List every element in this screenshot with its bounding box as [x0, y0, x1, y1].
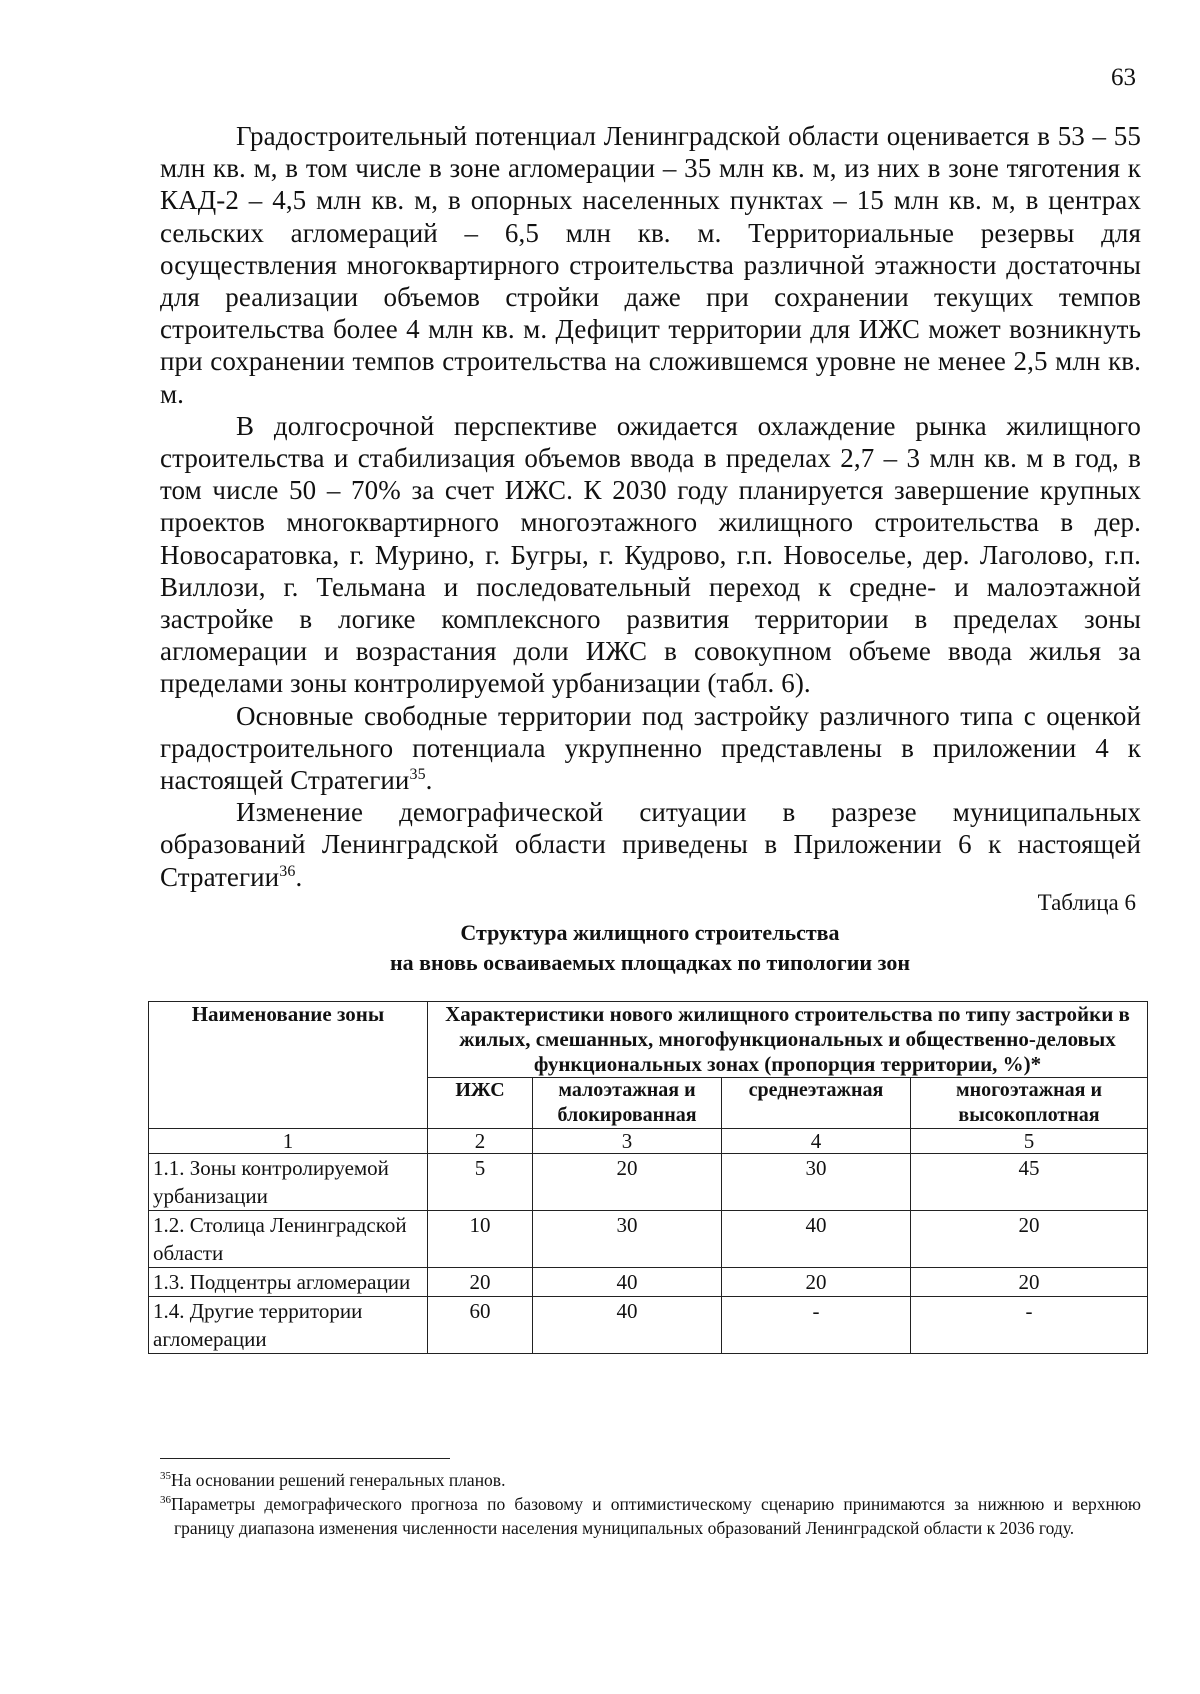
zone-name: 1.4. Другие территории агломерации: [149, 1297, 428, 1354]
value-izhs: 20: [428, 1268, 533, 1297]
value-mid-rise: -: [722, 1297, 911, 1354]
paragraph-4-text: Изменение демографической ситуации в разрезе муниципальных образований Ленинградской области приведены в Приложении 6 к настоящей Стратегии: [160, 797, 1141, 892]
table-row: [149, 1154, 1148, 1211]
column-number: 2: [428, 1129, 533, 1154]
footnote-divider: [160, 1458, 450, 1459]
footnote-number: 36: [160, 1494, 171, 1507]
value-mid-rise: 20: [722, 1268, 911, 1297]
value-izhs: 10: [428, 1211, 533, 1268]
paragraph-3-text: Основные свободные территории под застройку различного типа с оценкой градостроительного потенциала укрупненно представлены в приложении 4 к настоящей Стратегии: [160, 700, 1141, 796]
value-mid-rise: 40: [722, 1211, 911, 1268]
body-text: [160, 120, 1141, 893]
header-high-rise: многоэтажная и высокоплотная: [911, 1078, 1148, 1129]
value-izhs: 5: [428, 1154, 533, 1211]
paragraph-1: [160, 120, 1141, 410]
table-row: [149, 1297, 1148, 1354]
header-zone-name: Наименование зоны: [149, 1002, 428, 1129]
table-row: [149, 1268, 1148, 1297]
value-high-rise: 45: [911, 1154, 1148, 1211]
page-number: 63: [1111, 64, 1136, 91]
table-row: [149, 1211, 1148, 1268]
footnote-36: [160, 1492, 1141, 1540]
value-low-rise: 30: [533, 1211, 722, 1268]
paragraph-3: [160, 700, 1141, 797]
header-izhs: ИЖС: [428, 1078, 533, 1129]
footnote-35: [160, 1468, 1141, 1492]
table-title: [150, 918, 1150, 978]
footnote-number: 35: [160, 1470, 171, 1483]
table-label: Таблица 6: [1037, 890, 1136, 915]
table-title-line-2: на вновь осваиваемых площадках по типологии зон: [389, 950, 910, 975]
paragraph-1-text: Градостроительный потенциал Ленинградской области оценивается в 53 – 55 млн кв. м, в том числе в зоне агломерации – 35 млн кв. м, из них в зоне тяготения к КАД-2 – 4,5 млн кв. м, в опорных населенных пунктах – 15 млн кв. м, в центрах сельских агломераций – 6,5 млн кв. м. Территориальные резервы для осуществления многоквартирного строительства различной этажности достаточны для реализации объемов стройки даже при сохранении текущих темпов строительства более 4 млн кв. м. Дефицит территории для ИЖС может возникнуть при сохранении темпов строительства на сложившемся уровне не менее 2,5 млн кв. м.: [160, 121, 1141, 409]
value-low-rise: 40: [533, 1268, 722, 1297]
value-mid-rise: 30: [722, 1154, 911, 1211]
footnote-text: На основании решений генеральных планов.: [171, 1470, 506, 1490]
value-izhs: 60: [428, 1297, 533, 1354]
column-number: 3: [533, 1129, 722, 1154]
column-number: 1: [149, 1129, 428, 1154]
paragraph-3-tail: .: [425, 765, 433, 796]
column-number: 5: [911, 1129, 1148, 1154]
header-mid-rise: среднеэтажная: [722, 1078, 911, 1129]
footnote-ref-36: 36: [279, 862, 296, 880]
value-low-rise: 40: [533, 1297, 722, 1354]
housing-structure-table: [148, 1001, 1148, 1354]
column-number: 4: [722, 1129, 911, 1154]
footnotes: [160, 1468, 1141, 1540]
footnote-ref-35: 35: [409, 766, 426, 784]
zone-name: 1.3. Подцентры агломерации: [149, 1268, 428, 1297]
paragraph-2-text: В долгосрочной перспективе ожидается охлаждение рынка жилищного строительства и стабилизация объемов ввода в пределах 2,7 – 3 млн кв. м в год, в том числе 50 – 70% за счет ИЖС. К 2030 году планируется завершение крупных проектов многоквартирного многоэтажного жилищного строительства в дер. Новосаратовка, г. Мурино, г. Бугры, г. Кудрово, г.п. Новоселье, дер. Лаголово, г.п. Виллози, г. Тельмана и последовательный переход к средне- и малоэтажной застройке в логике комплексного развития территории в пределах зоны агломерации и возрастания доли ИЖС в совокупном объеме ввода жилья за пределами зоны контролируемой урбанизации (табл. 6).: [160, 410, 1141, 699]
value-high-rise: 20: [911, 1211, 1148, 1268]
table-title-line-1: Структура жилищного строительства: [460, 920, 840, 945]
paragraph-2: [160, 410, 1141, 700]
value-high-rise: 20: [911, 1268, 1148, 1297]
value-low-rise: 20: [533, 1154, 722, 1211]
header-characteristics: Характеристики нового жилищного строительства по типу застройки в жилых, смешанных, многофункциональных и общественно-деловых функциональных зонах (пропорция территории, %)*: [428, 1002, 1148, 1078]
zone-name: 1.2. Столица Ленинградской области: [149, 1211, 428, 1268]
footnote-text: Параметры демографического прогноза по базовому и оптимистическому сценарию принимаются за нижнюю и верхнюю границу диапазона изменения численности населения муниципальных образований Ленинградской области к 2036 году.: [171, 1494, 1141, 1538]
column-number-row: [149, 1129, 1148, 1154]
zone-name: 1.1. Зоны контролируемой урбанизации: [149, 1154, 428, 1211]
paragraph-4-tail: .: [295, 861, 303, 892]
paragraph-4: [160, 796, 1141, 893]
value-high-rise: -: [911, 1297, 1148, 1354]
header-low-rise: малоэтажная и блокированная: [533, 1078, 722, 1129]
